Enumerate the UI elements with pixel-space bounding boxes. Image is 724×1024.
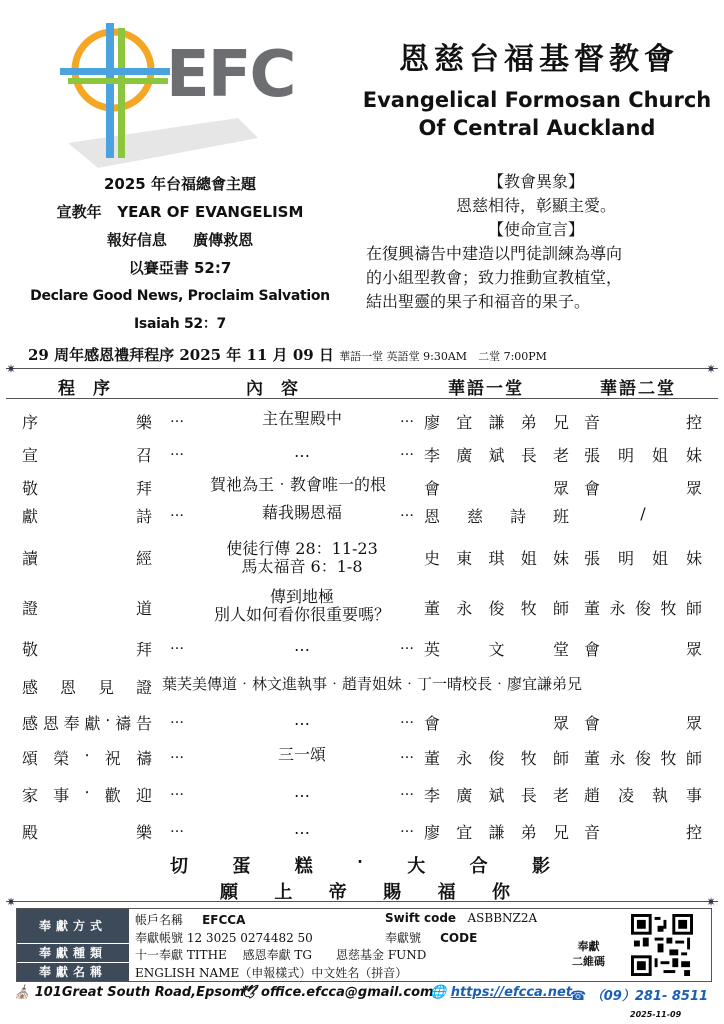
char: 拜 bbox=[135, 479, 152, 498]
char: 眾 bbox=[552, 714, 569, 733]
char: 牧 bbox=[660, 749, 677, 768]
char: 弟 bbox=[520, 413, 537, 432]
swift-code: ASBBNZ2A bbox=[467, 911, 538, 925]
account-no-label: 奉獻帳號 bbox=[135, 931, 184, 945]
char: 牧 bbox=[520, 749, 537, 768]
char: 禱 bbox=[135, 749, 152, 768]
row-content-line: 別人如何看你很重要嗎？ bbox=[213, 605, 390, 624]
star-icon: ✷ bbox=[6, 895, 17, 909]
header-first: 華語一堂 bbox=[448, 379, 524, 399]
mission-title: 【使命宣言】 bbox=[487, 220, 584, 239]
char: 你 bbox=[491, 882, 510, 903]
service-row bbox=[22, 504, 712, 538]
row-content: … bbox=[294, 782, 310, 801]
char: 東 bbox=[456, 549, 473, 568]
theme-line1: 2025 年台福總會主題 bbox=[104, 175, 256, 193]
char: 明 bbox=[617, 446, 634, 465]
offering-name-format: ENGLISH NAME（申報樣式）中文姓名（拼音） bbox=[135, 966, 408, 980]
row-second bbox=[584, 443, 702, 466]
char: 詩 bbox=[509, 507, 526, 526]
theme-block bbox=[0, 170, 360, 338]
row-first bbox=[424, 596, 569, 619]
char: 英 bbox=[424, 640, 441, 659]
char: 執 bbox=[651, 786, 668, 805]
char: 董 bbox=[424, 749, 441, 768]
char: 永 bbox=[609, 749, 626, 768]
row-content: … bbox=[294, 442, 310, 461]
star-icon: ✷ bbox=[706, 895, 717, 909]
char: 見 bbox=[97, 678, 114, 697]
char: 廖 bbox=[424, 823, 441, 842]
row-second bbox=[584, 820, 702, 843]
swift-row bbox=[385, 911, 537, 925]
char: 廣 bbox=[456, 446, 473, 465]
char: 趙 bbox=[584, 786, 601, 805]
mission-line: 的小組型教會；致力推動宣教植堂， bbox=[366, 268, 623, 287]
header-order: 程序 bbox=[58, 379, 128, 399]
char: 音 bbox=[584, 413, 601, 432]
row-label bbox=[22, 637, 152, 660]
theme-verse-ref: 以賽亞書 52:7 bbox=[128, 259, 232, 277]
church-name-zh: 恩慈台福基督教會 bbox=[399, 42, 679, 77]
char: 樂 bbox=[135, 823, 152, 842]
service-row bbox=[22, 539, 712, 578]
header-content: 內容 bbox=[246, 379, 316, 399]
char: 宜 bbox=[456, 823, 473, 842]
header-second: 華語二堂 bbox=[600, 379, 676, 399]
service-row bbox=[22, 410, 712, 444]
dots: … bbox=[170, 410, 184, 426]
char: 史 bbox=[424, 549, 441, 568]
logo-text: EFC bbox=[166, 38, 295, 112]
row-label bbox=[22, 746, 152, 769]
phone-icon: ☎ bbox=[570, 989, 587, 1004]
char: 姐 bbox=[651, 549, 668, 568]
divider bbox=[6, 368, 718, 369]
church-name-en-line1: Evangelical Formosan Church bbox=[362, 88, 712, 112]
char: 廖 bbox=[424, 413, 441, 432]
efc-logo bbox=[58, 18, 298, 168]
char: 永 bbox=[456, 749, 473, 768]
account-no-row bbox=[135, 929, 313, 946]
row-first bbox=[424, 783, 569, 806]
closing-line1 bbox=[170, 852, 550, 878]
swift-label: Swift code bbox=[385, 911, 457, 925]
vision-block bbox=[366, 170, 706, 314]
char: 眾 bbox=[685, 640, 702, 659]
char: 姐 bbox=[651, 446, 668, 465]
char: 師 bbox=[685, 749, 702, 768]
char: 賜 bbox=[383, 882, 402, 903]
service-row bbox=[22, 587, 712, 628]
theme-year-zh: 宣教年 bbox=[56, 203, 102, 221]
char: 感 bbox=[22, 714, 39, 733]
account-no: 12 3025 0274482 50 bbox=[186, 931, 313, 945]
char: 張 bbox=[584, 446, 601, 465]
qr-label-line1: 奉獻 bbox=[577, 940, 600, 953]
char: 恩 bbox=[424, 507, 441, 526]
row-first bbox=[424, 410, 569, 433]
char: 祝 bbox=[104, 749, 121, 768]
row-content: 賀祂為王‧教會唯一的根 bbox=[209, 475, 386, 494]
row-first bbox=[424, 820, 569, 843]
row-label bbox=[22, 596, 152, 619]
code-label: 奉獻號 bbox=[385, 931, 422, 945]
char: 張 bbox=[584, 549, 601, 568]
char: 琪 bbox=[488, 549, 505, 568]
char: 證 bbox=[22, 599, 39, 618]
church-icon: ⛪ bbox=[14, 985, 31, 1000]
char: 控 bbox=[685, 413, 702, 432]
char: 廣 bbox=[456, 786, 473, 805]
row-second bbox=[584, 783, 702, 806]
row-second bbox=[584, 596, 702, 619]
row-second bbox=[584, 546, 702, 569]
dots: … bbox=[170, 504, 184, 520]
dots: … bbox=[400, 783, 414, 799]
char: 告 bbox=[135, 714, 152, 733]
char: 董 bbox=[424, 599, 441, 618]
dove-icon: 🕊 bbox=[240, 985, 257, 1000]
char: 切 bbox=[170, 856, 188, 877]
row-first bbox=[424, 476, 569, 499]
char: 妹 bbox=[685, 446, 702, 465]
row-second bbox=[584, 476, 702, 499]
char: 拜 bbox=[135, 640, 152, 659]
row-second bbox=[584, 711, 702, 734]
service-row bbox=[22, 746, 712, 780]
row-first bbox=[424, 637, 569, 660]
char: 影 bbox=[531, 856, 550, 877]
row-label bbox=[22, 546, 152, 569]
char: 文 bbox=[488, 640, 505, 659]
theme-year-en: YEAR OF EVANGELISM bbox=[117, 203, 304, 221]
char: 老 bbox=[552, 446, 569, 465]
char: 糕 bbox=[294, 856, 313, 877]
service-times: 華語一堂 英語堂 9:30AM 二堂 7:00PM bbox=[339, 350, 547, 363]
row-content bbox=[177, 588, 427, 624]
dots: … bbox=[170, 783, 184, 799]
divider bbox=[6, 901, 718, 902]
char: 俊 bbox=[634, 599, 651, 618]
email-link[interactable]: office.efcca@gmail.com bbox=[261, 985, 434, 1000]
char: 詩 bbox=[135, 507, 152, 526]
account-name: EFCCA bbox=[202, 913, 246, 927]
offering-type-label: 奉獻種類 bbox=[17, 944, 129, 962]
offering-method-label: 奉獻方式 bbox=[17, 909, 129, 943]
service-title-text: 29 周年感恩禮拜程序 2025 年 11 月 09 日 bbox=[28, 346, 334, 364]
char: 李 bbox=[424, 786, 441, 805]
char: 願 bbox=[220, 882, 238, 903]
char: 恩 bbox=[42, 714, 59, 733]
code-value: CODE bbox=[440, 931, 478, 945]
church-name-en-line2: Of Central Auckland bbox=[418, 116, 656, 140]
dots: … bbox=[400, 820, 414, 836]
char: 明 bbox=[617, 549, 634, 568]
char: 會 bbox=[424, 479, 441, 498]
row-second bbox=[584, 637, 702, 660]
account-name-label: 帳戶名稱 bbox=[135, 913, 184, 927]
offering-table bbox=[16, 908, 712, 982]
row-content: 主在聖殿中 bbox=[261, 409, 342, 428]
row-content bbox=[177, 540, 427, 576]
address-row bbox=[14, 985, 245, 1000]
service-row bbox=[22, 637, 712, 671]
row-content: 葉芺美傳道‧林文進執事‧趙青姐妹‧丁一晴校長‧廖宜謙弟兄 bbox=[162, 675, 583, 693]
row-content: … bbox=[294, 636, 310, 655]
qr-label-line2: 二維碼 bbox=[572, 955, 605, 968]
char: ‧ bbox=[357, 852, 363, 873]
char: 奉 bbox=[63, 714, 80, 733]
char: 事 bbox=[53, 786, 70, 805]
char: 合 bbox=[469, 856, 488, 877]
dots: … bbox=[170, 443, 184, 459]
char: 會 bbox=[584, 479, 601, 498]
mission-line: 在復興禱告中建造以門徒訓練為導向 bbox=[366, 244, 623, 263]
offering-types: 十一奉獻 TITHE 感恩奉獻 TG 恩慈基金 FUND bbox=[135, 948, 427, 962]
row-label bbox=[22, 783, 152, 806]
char: 帝 bbox=[328, 882, 347, 903]
qr-code-icon[interactable] bbox=[631, 914, 693, 976]
char: 殿 bbox=[22, 823, 39, 842]
char: 牧 bbox=[660, 599, 677, 618]
char: 樂 bbox=[135, 413, 152, 432]
row-label bbox=[22, 476, 152, 499]
bulletin-date: 2025-11-09 bbox=[630, 1010, 682, 1019]
service-title bbox=[28, 344, 708, 365]
char: 召 bbox=[135, 446, 152, 465]
char: 謙 bbox=[488, 413, 505, 432]
theme-line3a: 報好信息 bbox=[106, 231, 167, 249]
char: 會 bbox=[424, 714, 441, 733]
char: 弟 bbox=[520, 823, 537, 842]
row-label bbox=[22, 711, 152, 734]
char: 妹 bbox=[552, 549, 569, 568]
char: 榮 bbox=[53, 749, 70, 768]
dots: … bbox=[400, 637, 414, 653]
char: 事 bbox=[685, 786, 702, 805]
dots: … bbox=[400, 410, 414, 426]
address: 101Great South Road,Epsom bbox=[34, 985, 245, 1000]
dots: … bbox=[170, 820, 184, 836]
theme-line2 bbox=[0, 198, 360, 226]
website-row bbox=[430, 985, 572, 1000]
char: 經 bbox=[135, 549, 152, 568]
char: 董 bbox=[584, 749, 601, 768]
row-first bbox=[424, 711, 569, 734]
char: 頌 bbox=[22, 749, 39, 768]
char: 永 bbox=[609, 599, 626, 618]
row-content: … bbox=[294, 819, 310, 838]
star-icon: ✷ bbox=[706, 362, 717, 376]
theme-line3b: 廣傳救恩 bbox=[193, 231, 254, 249]
char: 斌 bbox=[488, 786, 505, 805]
char: 兄 bbox=[552, 823, 569, 842]
row-second bbox=[584, 746, 702, 769]
char: 董 bbox=[584, 599, 601, 618]
dots: … bbox=[400, 504, 414, 520]
char: 師 bbox=[552, 599, 569, 618]
char: 老 bbox=[552, 786, 569, 805]
offering-name-label: 奉獻名稱 bbox=[17, 963, 129, 981]
row-first bbox=[424, 504, 569, 527]
char: ‧ bbox=[105, 711, 111, 730]
row-label bbox=[22, 410, 152, 433]
char: 眾 bbox=[685, 479, 702, 498]
char: 家 bbox=[22, 786, 39, 805]
row-first bbox=[424, 443, 569, 466]
theme-en: Declare Good News, Proclaim Salvation bbox=[30, 288, 330, 304]
char: 敬 bbox=[22, 479, 39, 498]
row-second bbox=[584, 410, 702, 433]
row-label bbox=[22, 820, 152, 843]
char: 恩 bbox=[59, 678, 76, 697]
row-content: 三一頌 bbox=[277, 745, 326, 764]
row-content: … bbox=[294, 710, 310, 729]
phone-number[interactable]: （09）281- 8511 bbox=[590, 989, 709, 1004]
char: 讀 bbox=[22, 549, 39, 568]
dots: … bbox=[170, 637, 184, 653]
char: 李 bbox=[424, 446, 441, 465]
char: 班 bbox=[552, 507, 569, 526]
char: 俊 bbox=[488, 749, 505, 768]
char: 眾 bbox=[552, 479, 569, 498]
church-name-en bbox=[352, 86, 722, 142]
char: 獻 bbox=[84, 714, 101, 733]
char: 上 bbox=[274, 882, 293, 903]
char: 凌 bbox=[617, 786, 634, 805]
char: 斌 bbox=[488, 446, 505, 465]
char: 證 bbox=[135, 678, 152, 697]
code-row bbox=[385, 929, 477, 946]
char: 控 bbox=[685, 823, 702, 842]
char: 謙 bbox=[488, 823, 505, 842]
char: 音 bbox=[584, 823, 601, 842]
row-second: / bbox=[640, 504, 646, 523]
char: 牧 bbox=[520, 599, 537, 618]
row-content: 藉我賜恩福 bbox=[261, 503, 342, 522]
row-content-line: 傳到地極 bbox=[269, 587, 334, 606]
dots: … bbox=[400, 746, 414, 762]
service-row bbox=[22, 783, 712, 817]
char: 大 bbox=[407, 856, 426, 877]
theme-verse-en: Isaiah 52：7 bbox=[134, 316, 226, 332]
char: ‧ bbox=[84, 746, 90, 765]
char: 感 bbox=[22, 678, 39, 697]
website-link[interactable]: https://efcca.net bbox=[450, 985, 573, 1000]
row-first bbox=[424, 746, 569, 769]
char: 師 bbox=[685, 599, 702, 618]
char: 獻 bbox=[22, 507, 39, 526]
char: 會 bbox=[584, 640, 601, 659]
theme-line3 bbox=[0, 226, 360, 254]
mission-line: 結出聖靈的果子和福音的果子。 bbox=[366, 292, 591, 311]
row-content-line: 使徒行傳 28：11-23 bbox=[226, 539, 378, 558]
char: 永 bbox=[456, 599, 473, 618]
qr-label bbox=[572, 939, 605, 969]
char: 俊 bbox=[488, 599, 505, 618]
service-row bbox=[22, 675, 712, 709]
char: 歡 bbox=[104, 786, 121, 805]
char: 道 bbox=[135, 599, 152, 618]
char: 宜 bbox=[456, 413, 473, 432]
row-first bbox=[424, 546, 569, 569]
account-name-row bbox=[135, 911, 245, 928]
dots: … bbox=[400, 443, 414, 459]
char: 兄 bbox=[552, 413, 569, 432]
char: 長 bbox=[520, 786, 537, 805]
divider bbox=[6, 398, 718, 399]
char: 禱 bbox=[115, 714, 132, 733]
char: 堂 bbox=[552, 640, 569, 659]
service-row bbox=[22, 820, 712, 854]
star-icon: ✷ bbox=[6, 362, 17, 376]
char: ‧ bbox=[84, 783, 90, 802]
dots: … bbox=[400, 711, 414, 727]
char: 長 bbox=[520, 446, 537, 465]
service-row bbox=[22, 443, 712, 477]
char: 師 bbox=[552, 749, 569, 768]
vision-title: 【教會異象】 bbox=[487, 172, 584, 191]
row-label bbox=[22, 675, 152, 698]
char: 會 bbox=[584, 714, 601, 733]
row-label bbox=[22, 443, 152, 466]
char: 蛋 bbox=[232, 856, 251, 877]
globe-icon: 🌐 bbox=[430, 985, 447, 1000]
char: 福 bbox=[437, 882, 456, 903]
phone-row bbox=[570, 985, 708, 1004]
dots: … bbox=[170, 746, 184, 762]
char: 迎 bbox=[135, 786, 152, 805]
row-content-line: 馬太福音 6：1-8 bbox=[241, 557, 363, 576]
char: 宣 bbox=[22, 446, 39, 465]
char: 姐 bbox=[520, 549, 537, 568]
char: 慈 bbox=[466, 507, 483, 526]
vision-text: 恩慈相待，彰顯主愛。 bbox=[455, 196, 616, 215]
row-label bbox=[22, 504, 152, 527]
char: 眾 bbox=[685, 714, 702, 733]
char: 敬 bbox=[22, 640, 39, 659]
service-row bbox=[22, 711, 712, 745]
char: 序 bbox=[22, 413, 39, 432]
char: 俊 bbox=[634, 749, 651, 768]
email-row bbox=[240, 985, 434, 1000]
dots: … bbox=[170, 711, 184, 727]
char: 妹 bbox=[685, 549, 702, 568]
